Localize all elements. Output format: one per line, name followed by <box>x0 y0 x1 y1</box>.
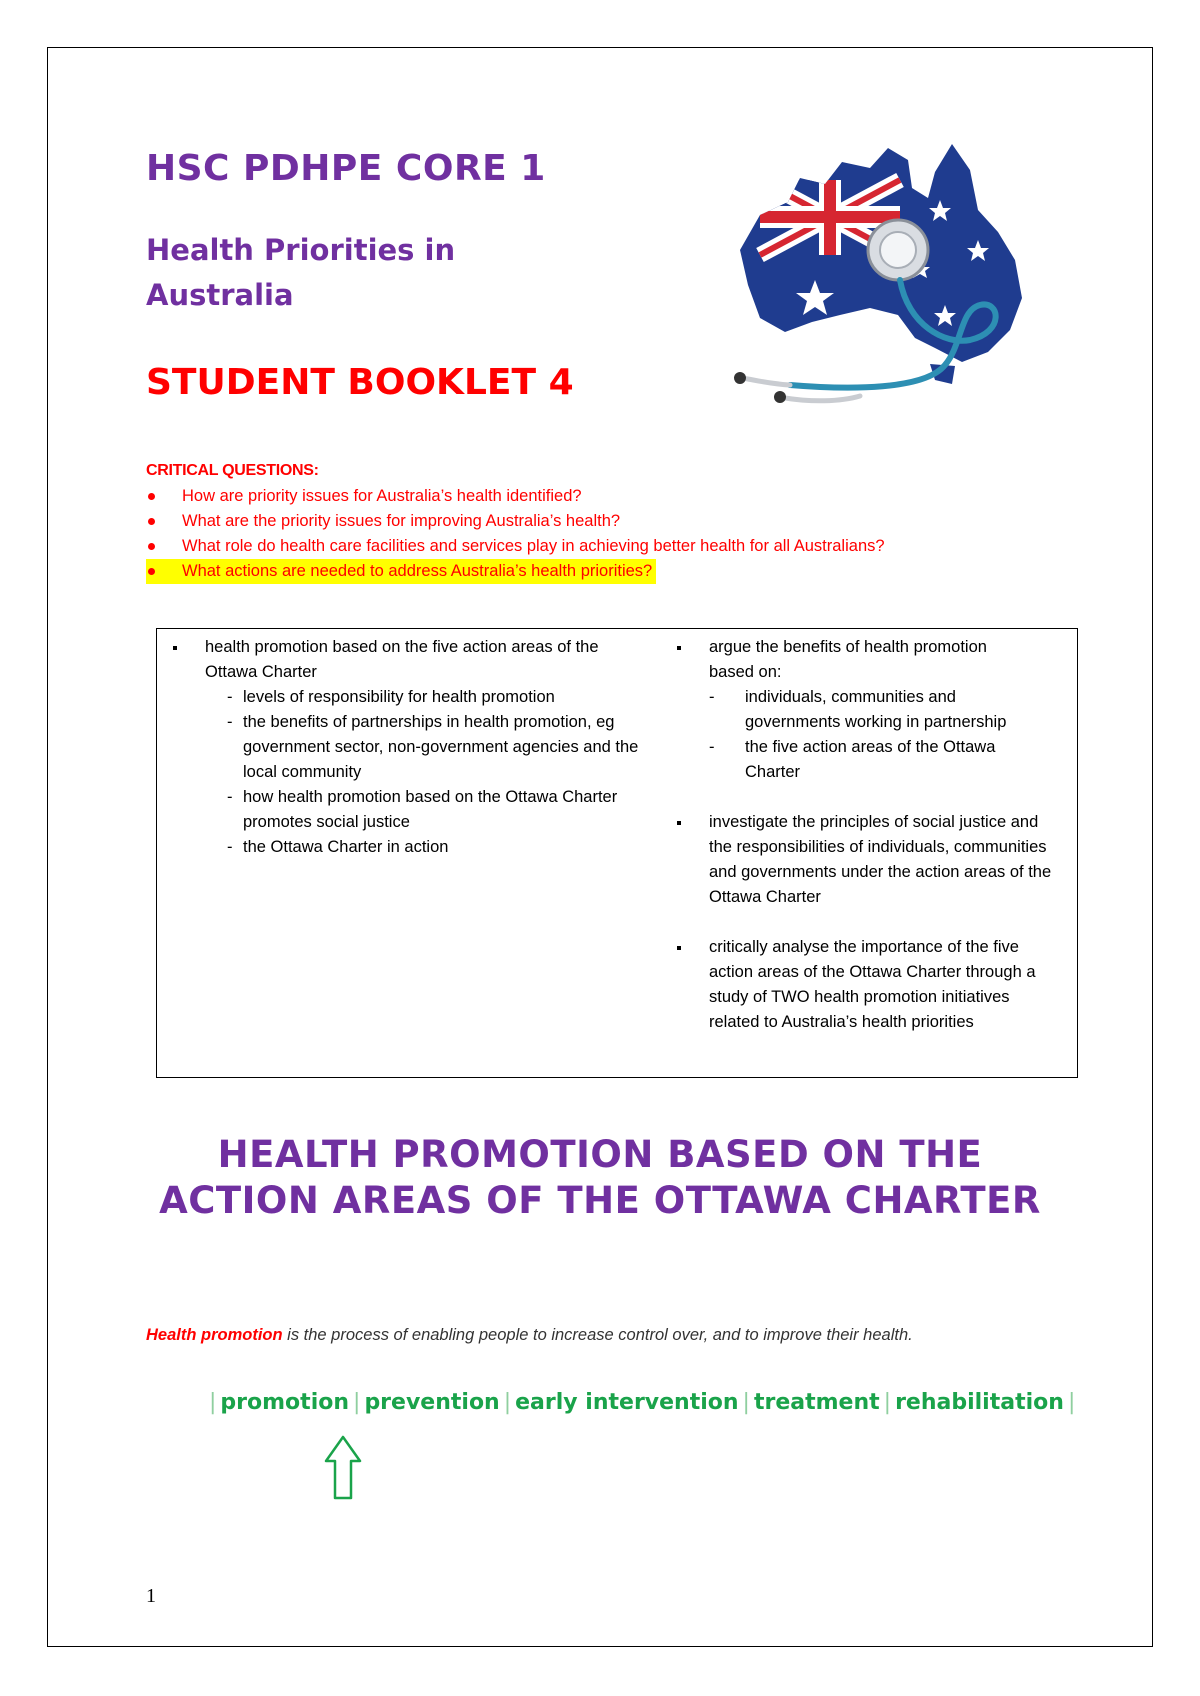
definition-text: is the process of enabling people to increase control over, and to improve their health. <box>282 1326 913 1344</box>
up-arrow-icon <box>323 1434 363 1502</box>
learn-to-column <box>675 635 1065 1035</box>
bullet-icon <box>148 543 155 550</box>
dash-icon: - <box>227 688 233 706</box>
critical-question-item: How are priority issues for Australia’s health identified? <box>146 484 885 509</box>
learn-to-item: investigate the principles of social justice and the responsibilities of individuals, communities and governments under the action areas of the Ottawa Charter <box>675 810 1065 910</box>
learn-to-item: critically analyse the importance of the five action areas of the Ottawa Charter through a study of TWO health promotion initiatives related to Australia’s health priorities <box>675 935 1065 1035</box>
learn-to-item: argue the benefits of health promotion based on: <box>675 635 1065 685</box>
document-title: HSC PDHPE CORE 1 <box>146 148 546 189</box>
dash-icon: - <box>227 838 233 856</box>
continuum-stage: rehabilitation <box>895 1390 1064 1415</box>
definition-term: Health promotion <box>146 1326 283 1344</box>
learn-about-column <box>171 635 641 860</box>
continuum-stage: treatment <box>753 1390 880 1415</box>
dash-icon: - <box>227 788 233 806</box>
bullet-icon <box>148 518 155 525</box>
learn-to-subitem: - the five action areas of the Ottawa Charter <box>675 735 1065 785</box>
dash-icon: - <box>709 688 715 706</box>
page-number: 1 <box>146 1585 156 1607</box>
learn-about-subitem: - the Ottawa Charter in action <box>171 835 641 860</box>
continuum-stage: prevention <box>364 1390 500 1415</box>
critical-question-item: What are the priority issues for improving Australia’s health? <box>146 509 885 534</box>
critical-question-item: What role do health care facilities and services play in achieving better health for all Australians? <box>146 534 885 559</box>
critical-questions-heading: CRITICAL QUESTIONS: <box>146 462 319 479</box>
continuum-stage: early intervention <box>515 1390 739 1415</box>
learn-about-item: health promotion based on the five action areas of the Ottawa Charter <box>171 635 641 685</box>
health-continuum: | promotion | prevention | early intervention | treatment | rehabilitation | <box>209 1390 1076 1415</box>
bullet-icon <box>148 493 155 500</box>
bullet-icon <box>148 568 155 575</box>
australia-map-stethoscope-image <box>730 140 1040 445</box>
learn-about-subitem: - levels of responsibility for health promotion <box>171 685 641 710</box>
dash-icon: - <box>227 713 233 731</box>
learn-to-subitem: - individuals, communities and governments working in partnership <box>675 685 1065 735</box>
square-bullet-icon <box>173 646 177 650</box>
critical-questions-list <box>146 484 885 584</box>
learn-about-subitem: - the benefits of partnerships in health promotion, eg government sector, non-government agencies and the local community <box>171 710 641 785</box>
health-promotion-definition <box>146 1326 913 1345</box>
syllabus-outcomes-table <box>156 628 1078 1078</box>
continuum-stage: promotion <box>220 1390 350 1415</box>
square-bullet-icon <box>677 646 681 650</box>
square-bullet-icon <box>677 821 681 825</box>
document-subtitle: Health Priorities in Australia <box>146 233 456 312</box>
learn-about-subitem: - how health promotion based on the Ottawa Charter promotes social justice <box>171 785 641 835</box>
dash-icon: - <box>709 738 715 756</box>
booklet-label: STUDENT BOOKLET 4 <box>146 362 574 403</box>
critical-question-item-highlighted: What actions are needed to address Australia’s health priorities? <box>146 559 656 584</box>
section-title: HEALTH PROMOTION BASED ON THE ACTION AREAS OF THE OTTAWA CHARTER <box>159 1133 1041 1222</box>
square-bullet-icon <box>677 946 681 950</box>
